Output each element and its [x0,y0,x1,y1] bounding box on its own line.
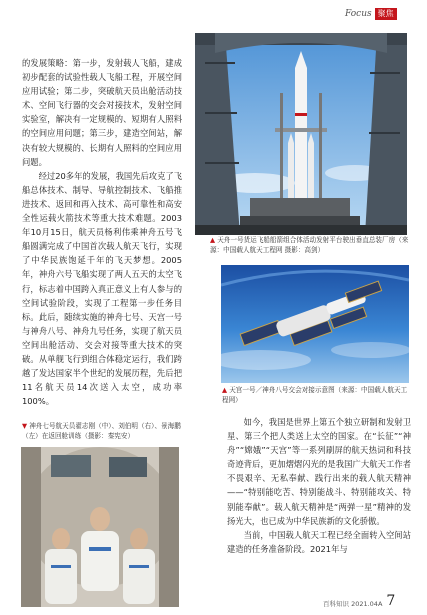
section-header [345,8,397,20]
right-paragraph-1: 如今，我国是世界上第五个独立研制和发射卫星、第三个把人类送上太空的国家。在“长征”“神舟”“嫦娥”“天宫”等一系列刷屏的航天热词和科技奇迹背后，更加熠熠闪光的是我国广大航天工作者不畏艰辛、无私奉献、践行出来的载人航天精神——“特别能吃苦、特别能战斗、特别能攻关、特别能奉献”。载人航天精神是“两弹一星”精神的发扬光大，也已成为中华民族新的文化骄傲。 [227,417,411,526]
page-footer [323,594,395,608]
left-paragraph-1: 的发展策略：第一步，发射载人飞船，建成初步配套的试验性载人飞船工程，开展空间应用试验；第二步，突破航天员出舱活动技术、空间飞行器的交会对接技术，发射空间实验室，解决有一定规模的、短期有人照料的空间应用问题；第三步，建造空间站，解决有较大规模的、长期有人照料的空间应用问题。 [22,58,182,167]
docking-illustration-caption [222,386,412,405]
rocket-photo-caption [210,236,410,255]
crew-training-photo [21,447,179,607]
section-title-en: Focus [345,9,372,19]
rocket-caption-text: 天舟一号货运飞船船箭组合体活动发射平台驶出垂直总装厂房（来源：中国载人航天工程网 摄影：高剑） [210,236,409,254]
crew-caption-text: 神舟七号航天员翟志刚（中）、刘伯明（右）、景海鹏（左）在返回舱训练（摄影：秦宪安） [22,422,181,440]
article-left-column [22,56,182,408]
caption-marker-icon: ▲ [222,386,228,394]
crew-photo-caption [22,422,182,441]
page-number: 7 [386,593,396,609]
rocket-launch-photo [195,33,407,235]
docking-illustration [221,265,409,383]
caption-marker-icon: ▲ [210,236,216,244]
space-caption-text: 天宫一号／神舟八号交会对接示意图（来源：中国载人航天工程网） [222,386,408,404]
section-tag: 聚焦 [375,8,397,20]
publication-info: 百科知识 2021.04A [323,600,383,608]
left-paragraph-2: 经过20多年的发展，我国先后攻克了飞船总体技术、制导、导航控制技术、飞船推进技术、返回和再入技术、高可靠性和高安全性运载火箭技术等重大技术难题。2003年10月15日，航天员杨利伟乘神舟五号飞船圆满完成了中国首次载人航天飞行，实现了中华民族饱延千年的飞天梦想。2005年，神舟六号飞船实现了两人五天的太空飞行，标志着中国跨入真正意义上有人参与的空间试验阶段，实现了工程第一步任务目标。此后，随续实施的神舟七号、天宫一号与神舟八号、神舟九号任务，实现了航天员空间出舱活动、交会对接等重大技术的突破。从单舰飞行到组合体稳定运行，我们跨越了发达国家半个世纪的发展历程，先后把11名航天员14次送入太空，成功率100%。 [22,170,182,407]
right-paragraph-2: 当前，中国载人航天工程已经全面转入空间站建造的任务准备阶段。2021年与 [227,529,411,554]
caption-marker-icon: ▼ [22,422,28,430]
article-right-column [227,415,411,556]
